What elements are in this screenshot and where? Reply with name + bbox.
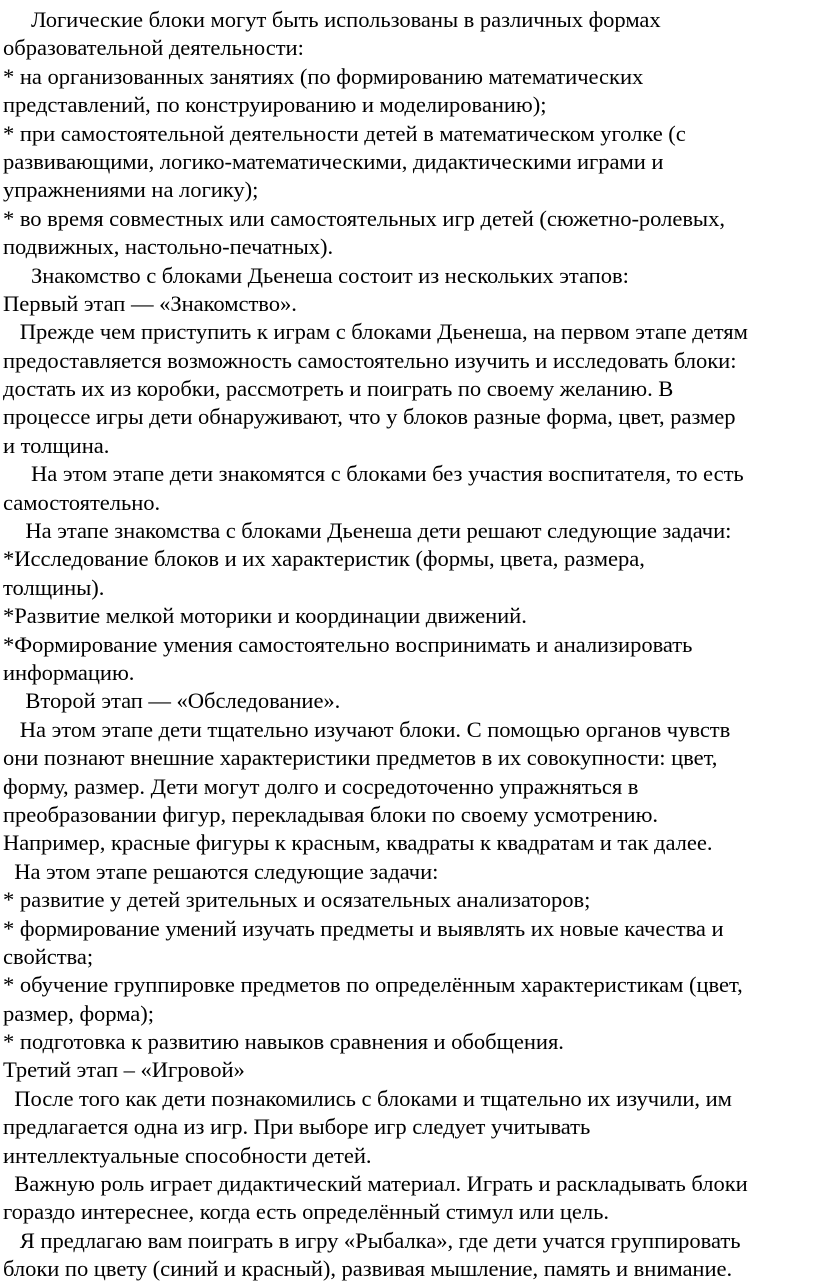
text-line: форму, размер. Дети могут долго и сосредоточенно упражняться в — [3, 773, 639, 799]
text-line: Знакомство с блоками Дьенеша состоит из нескольких этапов: — [3, 262, 629, 288]
text-line: Логические блоки могут быть использованы в различных формах — [3, 7, 661, 32]
text-line: гораздо интереснее, когда есть определённый стимул или цель. — [3, 1199, 609, 1225]
text-line: интеллектуальные способности детей. — [3, 1142, 372, 1168]
text-line: На этом этапе дети знакомятся с блоками без участия воспитателя, то есть — [3, 461, 744, 487]
text-line: * развитие у детей зрительных и осязательных анализаторов; — [3, 887, 591, 913]
text-line: * обучение группировке предметов по определённым характеристикам (цвет, — [3, 972, 743, 998]
text-line: Первый этап — «Знакомство». — [3, 290, 297, 316]
text-line: На этом этапе решаются следующие задачи: — [3, 858, 439, 884]
text-line: информацию. — [3, 659, 135, 685]
text-line: образовательной деятельности: — [3, 35, 304, 61]
text-line: Второй этап — «Обследование». — [3, 688, 341, 714]
text-line: * при самостоятельной деятельности детей в математическом уголке (с — [3, 120, 686, 146]
text-line: *Формирование умения самостоятельно воспринимать и анализировать — [3, 631, 693, 657]
text-line: * на организованных занятиях (по формированию математических — [3, 63, 644, 89]
text-line: они познают внешние характеристики предметов в их совокупности: цвет, — [3, 745, 718, 771]
text-line: подвижных, настольно-печатных). — [3, 234, 334, 260]
text-line: и толщина. — [3, 432, 110, 458]
text-line: * во время совместных или самостоятельных игр детей (сюжетно-ролевых, — [3, 205, 725, 231]
text-line: Прежде чем приступить к играм с блоками Дьенеша, на первом этапе детям — [3, 319, 748, 345]
text-line: *Исследование блоков и их характеристик (формы, цвета, размера, — [3, 546, 645, 572]
text-line: *Развитие мелкой моторики и координации движений. — [3, 603, 527, 629]
text-line: достать их из коробки, рассмотреть и поиграть по своему желанию. В — [3, 376, 674, 402]
text-line: самостоятельно. — [3, 489, 161, 515]
text-line: Третий этап – «Игровой» — [3, 1057, 245, 1083]
text-line: Важную роль играет дидактический материал. Играть и раскладывать блоки — [3, 1171, 748, 1197]
text-line: преобразовании фигур, перекладывая блоки по своему усмотрению. — [3, 801, 659, 827]
text-line: размер, форма); — [3, 1000, 154, 1026]
text-line: Например, красные фигуры к красным, квадраты к квадратам и так далее. — [3, 830, 713, 856]
text-line: предлагается одна из игр. При выборе игр следует учитывать — [3, 1114, 591, 1140]
text-line: На этапе знакомства с блоками Дьенеша дети решают следующие задачи: — [3, 518, 732, 544]
text-line: толщины). — [3, 574, 105, 600]
text-line: блоки по цвету (синий и красный), развивая мышление, память и внимание. — [3, 1256, 733, 1282]
text-line: На этом этапе дети тщательно изучают блоки. С помощью органов чувств — [3, 716, 731, 742]
text-line: * формирование умений изучать предметы и выявлять их новые качества и — [3, 915, 724, 941]
text-line: развивающими, логико-математическими, дидактическими играми и — [3, 148, 664, 174]
text-line: Я предлагаю вам поиграть в игру «Рыбалка», где дети учатся группировать — [3, 1227, 741, 1253]
text-line: представлений, по конструированию и моделированию); — [3, 92, 547, 118]
text-line: свойства; — [3, 943, 94, 969]
text-line: упражнениями на логику); — [3, 177, 259, 203]
text-line: * подготовка к развитию навыков сравнения и обобщения. — [3, 1029, 564, 1055]
text-line: После того как дети познакомились с блоками и тщательно их изучили, им — [3, 1085, 732, 1111]
text-line: процессе игры дети обнаруживают, что у блоков разные форма, цвет, размер — [3, 404, 736, 430]
text-line: предоставляется возможность самостоятельно изучить и исследовать блоки: — [3, 347, 737, 373]
